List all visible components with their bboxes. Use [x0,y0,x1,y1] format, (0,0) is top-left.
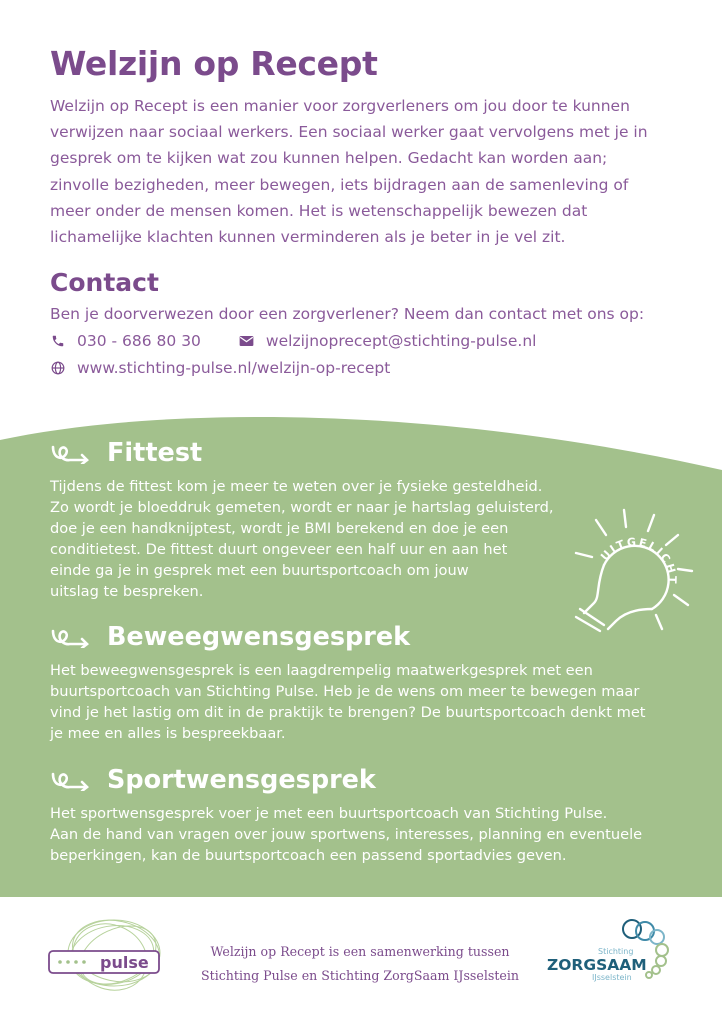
body-line: einde ga je in gesprek met een buurtsportcoach om jouw [50,562,469,579]
footer-line: Stichting Pulse en Stichting ZorgSaam IJsselstein [201,968,519,983]
contact-heading: Contact [50,268,159,298]
pulse-logo [44,915,166,999]
zorgsaam-small: Stichting [598,947,634,956]
section-body [50,660,690,744]
body-line: doe je een handknijptest, wordt je BMI berekend en doe je een [50,520,509,537]
body-line: Aan de hand van vragen over jouw sportwens, interesses, planning en eventuele [50,826,643,843]
body-line: Zo wordt je bloeddruk gemeten, wordt er naar je hartslag geluisterd, [50,499,554,516]
section-title: Sportwensgesprek [107,765,376,795]
uitgelicht-badge [566,505,696,639]
swirl-icon [50,442,90,464]
page-title: Welzijn op Recept [50,44,378,83]
section-body [50,476,610,602]
badge-text: UITGELICHT [598,535,679,586]
intro-paragraph: Welzijn op Recept is een manier voor zorgverleners om jou door te kunnen verwijzen naar sociaal werkers. Een sociaal werker gaat vervolgens met je in gesprek om te kijken wat zou kunnen helpen. Gedacht kan worden aan; zinvolle bezigheden, meer bewegen, iets bijdragen aan de samenleving of meer onder de mensen komen. Het is wetenschappelijk bewezen dat lichamelijke klachten kunnen verminderen als je beter in je vel zit. [50,97,648,247]
zorgsaam-logo [544,913,679,991]
body-line: uitslag te bespreken. [50,583,204,600]
globe-icon [50,360,66,376]
body-line: vind je het lastig om dit in de praktijk te brengen? De buurtsportcoach denkt met [50,704,646,721]
website-link[interactable]: www.stichting-pulse.nl/welzijn-op-recept [77,359,391,378]
contact-row-1 [50,332,670,350]
zorgsaam-place: IJsselstein [592,973,632,982]
body-line: conditietest. De fittest duurt ongeveer een half uur en aan het [50,541,508,558]
section-title: Fittest [107,438,203,468]
body-line: Het beweegwensgesprek is een laagdrempelig maatwerkgesprek met een [50,662,593,679]
intro-block [50,44,670,377]
phone-number[interactable]: 030 - 686 80 30 [77,332,201,351]
section-sportwensgesprek [50,765,690,866]
body-line: Tijdens de fittest kom je meer te weten over je fysieke gesteldheid. [50,478,543,495]
contact-row-2 [50,359,670,377]
section-title: Beweegwensgesprek [107,622,411,652]
body-line: buurtsportcoach van Stichting Pulse. Heb je de wens om meer te bewegen maar [50,683,640,700]
footer-line: Welzijn op Recept is een samenwerking tussen [210,944,510,959]
section-beweegwensgesprek [50,622,690,744]
footer-note [182,940,538,988]
body-line: beperkingen, kan de buurtsportcoach een passend sportadvies geven. [50,847,567,864]
zorgsaam-name: ZORGSAAM [547,956,647,974]
section-body [50,803,690,866]
body-line: Het sportwensgesprek voer je met een buurtsportcoach van Stichting Pulse. [50,805,608,822]
body-line: je mee en alles is bespreekbaar. [50,725,286,742]
swirl-icon [50,769,90,791]
phone-icon [50,333,66,349]
contact-lead: Ben je doorverwezen door een zorgverlener? Neem dan contact met ons op: [50,305,645,324]
email-link[interactable]: welzijnoprecept@stichting-pulse.nl [265,332,537,351]
section-fittest [50,438,610,602]
pulse-logo-text: pulse [100,953,149,972]
mail-icon [239,333,255,349]
swirl-icon [50,626,90,648]
